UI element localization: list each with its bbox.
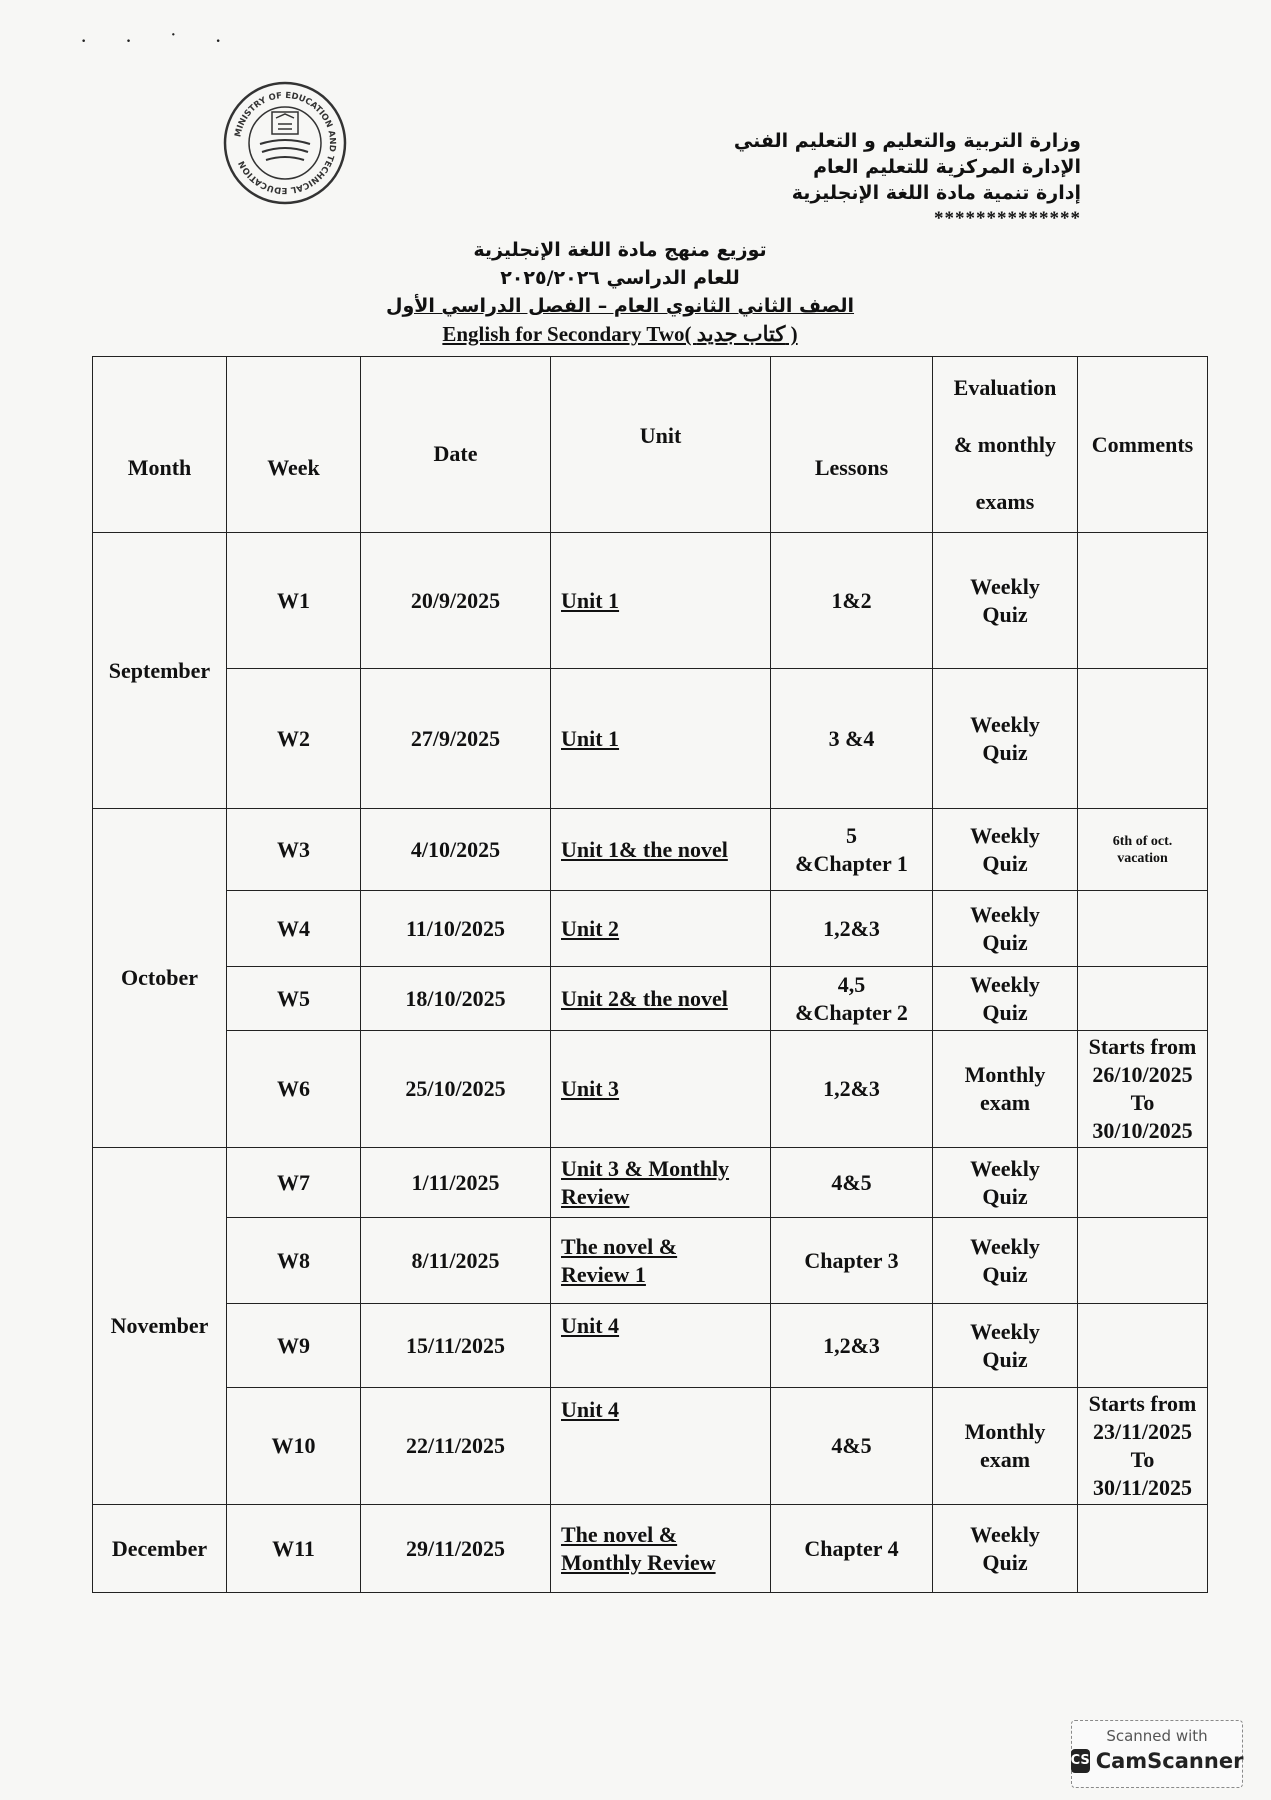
- table-row: [93, 1218, 1208, 1304]
- unit-text: Unit 4: [561, 1397, 620, 1422]
- lessons-cell: 1,2&3: [771, 1304, 933, 1388]
- curriculum-table: [92, 356, 1208, 1593]
- comments-cell: Starts from 23/11/2025 To 30/11/2025: [1078, 1388, 1208, 1505]
- camscanner-brand: CamScanner: [1095, 1749, 1244, 1773]
- week-cell: W4: [227, 891, 361, 967]
- table-row: [93, 533, 1208, 669]
- unit-cell: [551, 967, 771, 1031]
- unit-cell: [551, 1304, 771, 1388]
- unit-cell: [551, 891, 771, 967]
- lessons-cell: 4,5 &Chapter 2: [771, 967, 933, 1031]
- unit-cell: [551, 1031, 771, 1148]
- comments-cell: [1078, 1505, 1208, 1593]
- evaluation-cell: Weekly Quiz: [933, 967, 1078, 1031]
- month-september: September: [93, 533, 227, 809]
- evaluation-cell: Weekly Quiz: [933, 1218, 1078, 1304]
- ministry-line-1: وزارة التربية والتعليم و التعليم الفني: [733, 130, 1081, 152]
- comments-cell: [1078, 967, 1208, 1031]
- comments-cell: [1078, 1148, 1208, 1218]
- header-date: Date: [361, 357, 551, 533]
- week-cell: W2: [227, 669, 361, 809]
- table-row: [93, 1304, 1208, 1388]
- comments-cell: [1078, 669, 1208, 809]
- table-row: [93, 891, 1208, 967]
- date-cell: 25/10/2025: [361, 1031, 551, 1148]
- table-row: [93, 1031, 1208, 1148]
- unit-cell: [551, 1388, 771, 1505]
- evaluation-cell: Weekly Quiz: [933, 1304, 1078, 1388]
- unit-cell: [551, 669, 771, 809]
- week-cell: W5: [227, 967, 361, 1031]
- lessons-cell: Chapter 3: [771, 1218, 933, 1304]
- evaluation-cell: Weekly Quiz: [933, 1148, 1078, 1218]
- table-row: [93, 809, 1208, 891]
- header-lessons: Lessons: [771, 357, 933, 533]
- lessons-cell: 1,2&3: [771, 1031, 933, 1148]
- date-cell: 27/9/2025: [361, 669, 551, 809]
- month-november: November: [93, 1148, 227, 1505]
- lessons-cell: 4&5: [771, 1148, 933, 1218]
- title-line-4: English for Secondary Two( كتاب جديد ): [442, 322, 798, 346]
- unit-text: Unit 4: [561, 1313, 620, 1338]
- comments-cell: 6th of oct. vacation: [1078, 809, 1208, 891]
- lessons-cell: 1&2: [771, 533, 933, 669]
- comments-cell: [1078, 1218, 1208, 1304]
- ministry-header: [661, 128, 1081, 232]
- camscanner-logo-icon: CS: [1071, 1749, 1090, 1773]
- stars-divider: **************: [934, 208, 1081, 229]
- comments-cell: [1078, 891, 1208, 967]
- date-cell: 15/11/2025: [361, 1304, 551, 1388]
- lessons-cell: 5 &Chapter 1: [771, 809, 933, 891]
- date-cell: 20/9/2025: [361, 533, 551, 669]
- week-cell: W10: [227, 1388, 361, 1505]
- camscanner-brand-row: [1072, 1749, 1242, 1773]
- date-cell: 22/11/2025: [361, 1388, 551, 1505]
- week-cell: W1: [227, 533, 361, 669]
- table-row: [93, 1505, 1208, 1593]
- unit-cell: [551, 533, 771, 669]
- scanned-with-text: Scanned with: [1106, 1727, 1208, 1745]
- unit-text: Unit 1& the novel: [561, 836, 728, 862]
- header-week: Week: [227, 357, 361, 533]
- date-cell: 18/10/2025: [361, 967, 551, 1031]
- lessons-cell: 1,2&3: [771, 891, 933, 967]
- unit-text: Unit 3: [561, 1076, 620, 1101]
- ministry-seal-logo: [220, 78, 350, 208]
- header-month: Month: [93, 357, 227, 533]
- unit-text: The novel & Monthly Review: [561, 1521, 716, 1575]
- table-row: [93, 967, 1208, 1031]
- week-cell: W6: [227, 1031, 361, 1148]
- month-october: October: [93, 809, 227, 1148]
- document-titles: [380, 236, 860, 348]
- evaluation-cell: Monthly exam: [933, 1388, 1078, 1505]
- table-row: [93, 1148, 1208, 1218]
- unit-cell: [551, 1148, 771, 1218]
- date-cell: 8/11/2025: [361, 1218, 551, 1304]
- title-line-1: توزيع منهج مادة اللغة الإنجليزية: [473, 239, 767, 261]
- week-cell: W3: [227, 809, 361, 891]
- table-header-row: [93, 357, 1208, 533]
- title-line-2: للعام الدراسي ٢٠٢٥/٢٠٢٦: [500, 267, 740, 289]
- date-cell: 29/11/2025: [361, 1505, 551, 1593]
- comments-cell: Starts from 26/10/2025 To 30/10/2025: [1078, 1031, 1208, 1148]
- lessons-cell: 4&5: [771, 1388, 933, 1505]
- scan-specks: · · ˙ ·: [80, 28, 238, 53]
- evaluation-cell: Weekly Quiz: [933, 669, 1078, 809]
- evaluation-cell: Weekly Quiz: [933, 891, 1078, 967]
- header-unit: Unit: [551, 357, 771, 533]
- table-row: [93, 1388, 1208, 1505]
- camscanner-watermark: [1071, 1720, 1243, 1788]
- lessons-cell: 3 &4: [771, 669, 933, 809]
- date-cell: 4/10/2025: [361, 809, 551, 891]
- unit-text: Unit 1: [561, 587, 620, 613]
- week-cell: W9: [227, 1304, 361, 1388]
- evaluation-cell: Monthly exam: [933, 1031, 1078, 1148]
- header-evaluation: Evaluation & monthly exams: [933, 357, 1078, 533]
- week-cell: W8: [227, 1218, 361, 1304]
- evaluation-cell: Weekly Quiz: [933, 809, 1078, 891]
- title-line-3: الصف الثاني الثانوي العام – الفصل الدراسي الأول: [385, 295, 855, 317]
- unit-cell: [551, 1218, 771, 1304]
- unit-text: Unit 3 & Monthly Review: [561, 1155, 730, 1209]
- unit-text: Unit 1: [561, 725, 620, 751]
- unit-text: The novel & Review 1: [561, 1233, 678, 1287]
- unit-text: Unit 2: [561, 915, 620, 941]
- unit-cell: [551, 1505, 771, 1593]
- table-row: [93, 669, 1208, 809]
- unit-cell: [551, 809, 771, 891]
- header-comments: Comments: [1078, 357, 1208, 533]
- week-cell: W11: [227, 1505, 361, 1593]
- evaluation-cell: Weekly Quiz: [933, 1505, 1078, 1593]
- unit-text: Unit 2& the novel: [561, 985, 728, 1011]
- month-december: December: [93, 1505, 227, 1593]
- ministry-line-2: الإدارة المركزية للتعليم العام: [813, 156, 1081, 178]
- comments-cell: [1078, 533, 1208, 669]
- evaluation-cell: Weekly Quiz: [933, 533, 1078, 669]
- date-cell: 1/11/2025: [361, 1148, 551, 1218]
- lessons-cell: Chapter 4: [771, 1505, 933, 1593]
- week-cell: W7: [227, 1148, 361, 1218]
- date-cell: 11/10/2025: [361, 891, 551, 967]
- svg-text:MINISTRY OF EDUCATION AND TECH: MINISTRY OF EDUCATION AND TECHNICAL EDUCATION: [233, 90, 338, 196]
- comments-cell: [1078, 1304, 1208, 1388]
- ministry-line-3: إدارة تنمية مادة اللغة الإنجليزية: [791, 182, 1081, 204]
